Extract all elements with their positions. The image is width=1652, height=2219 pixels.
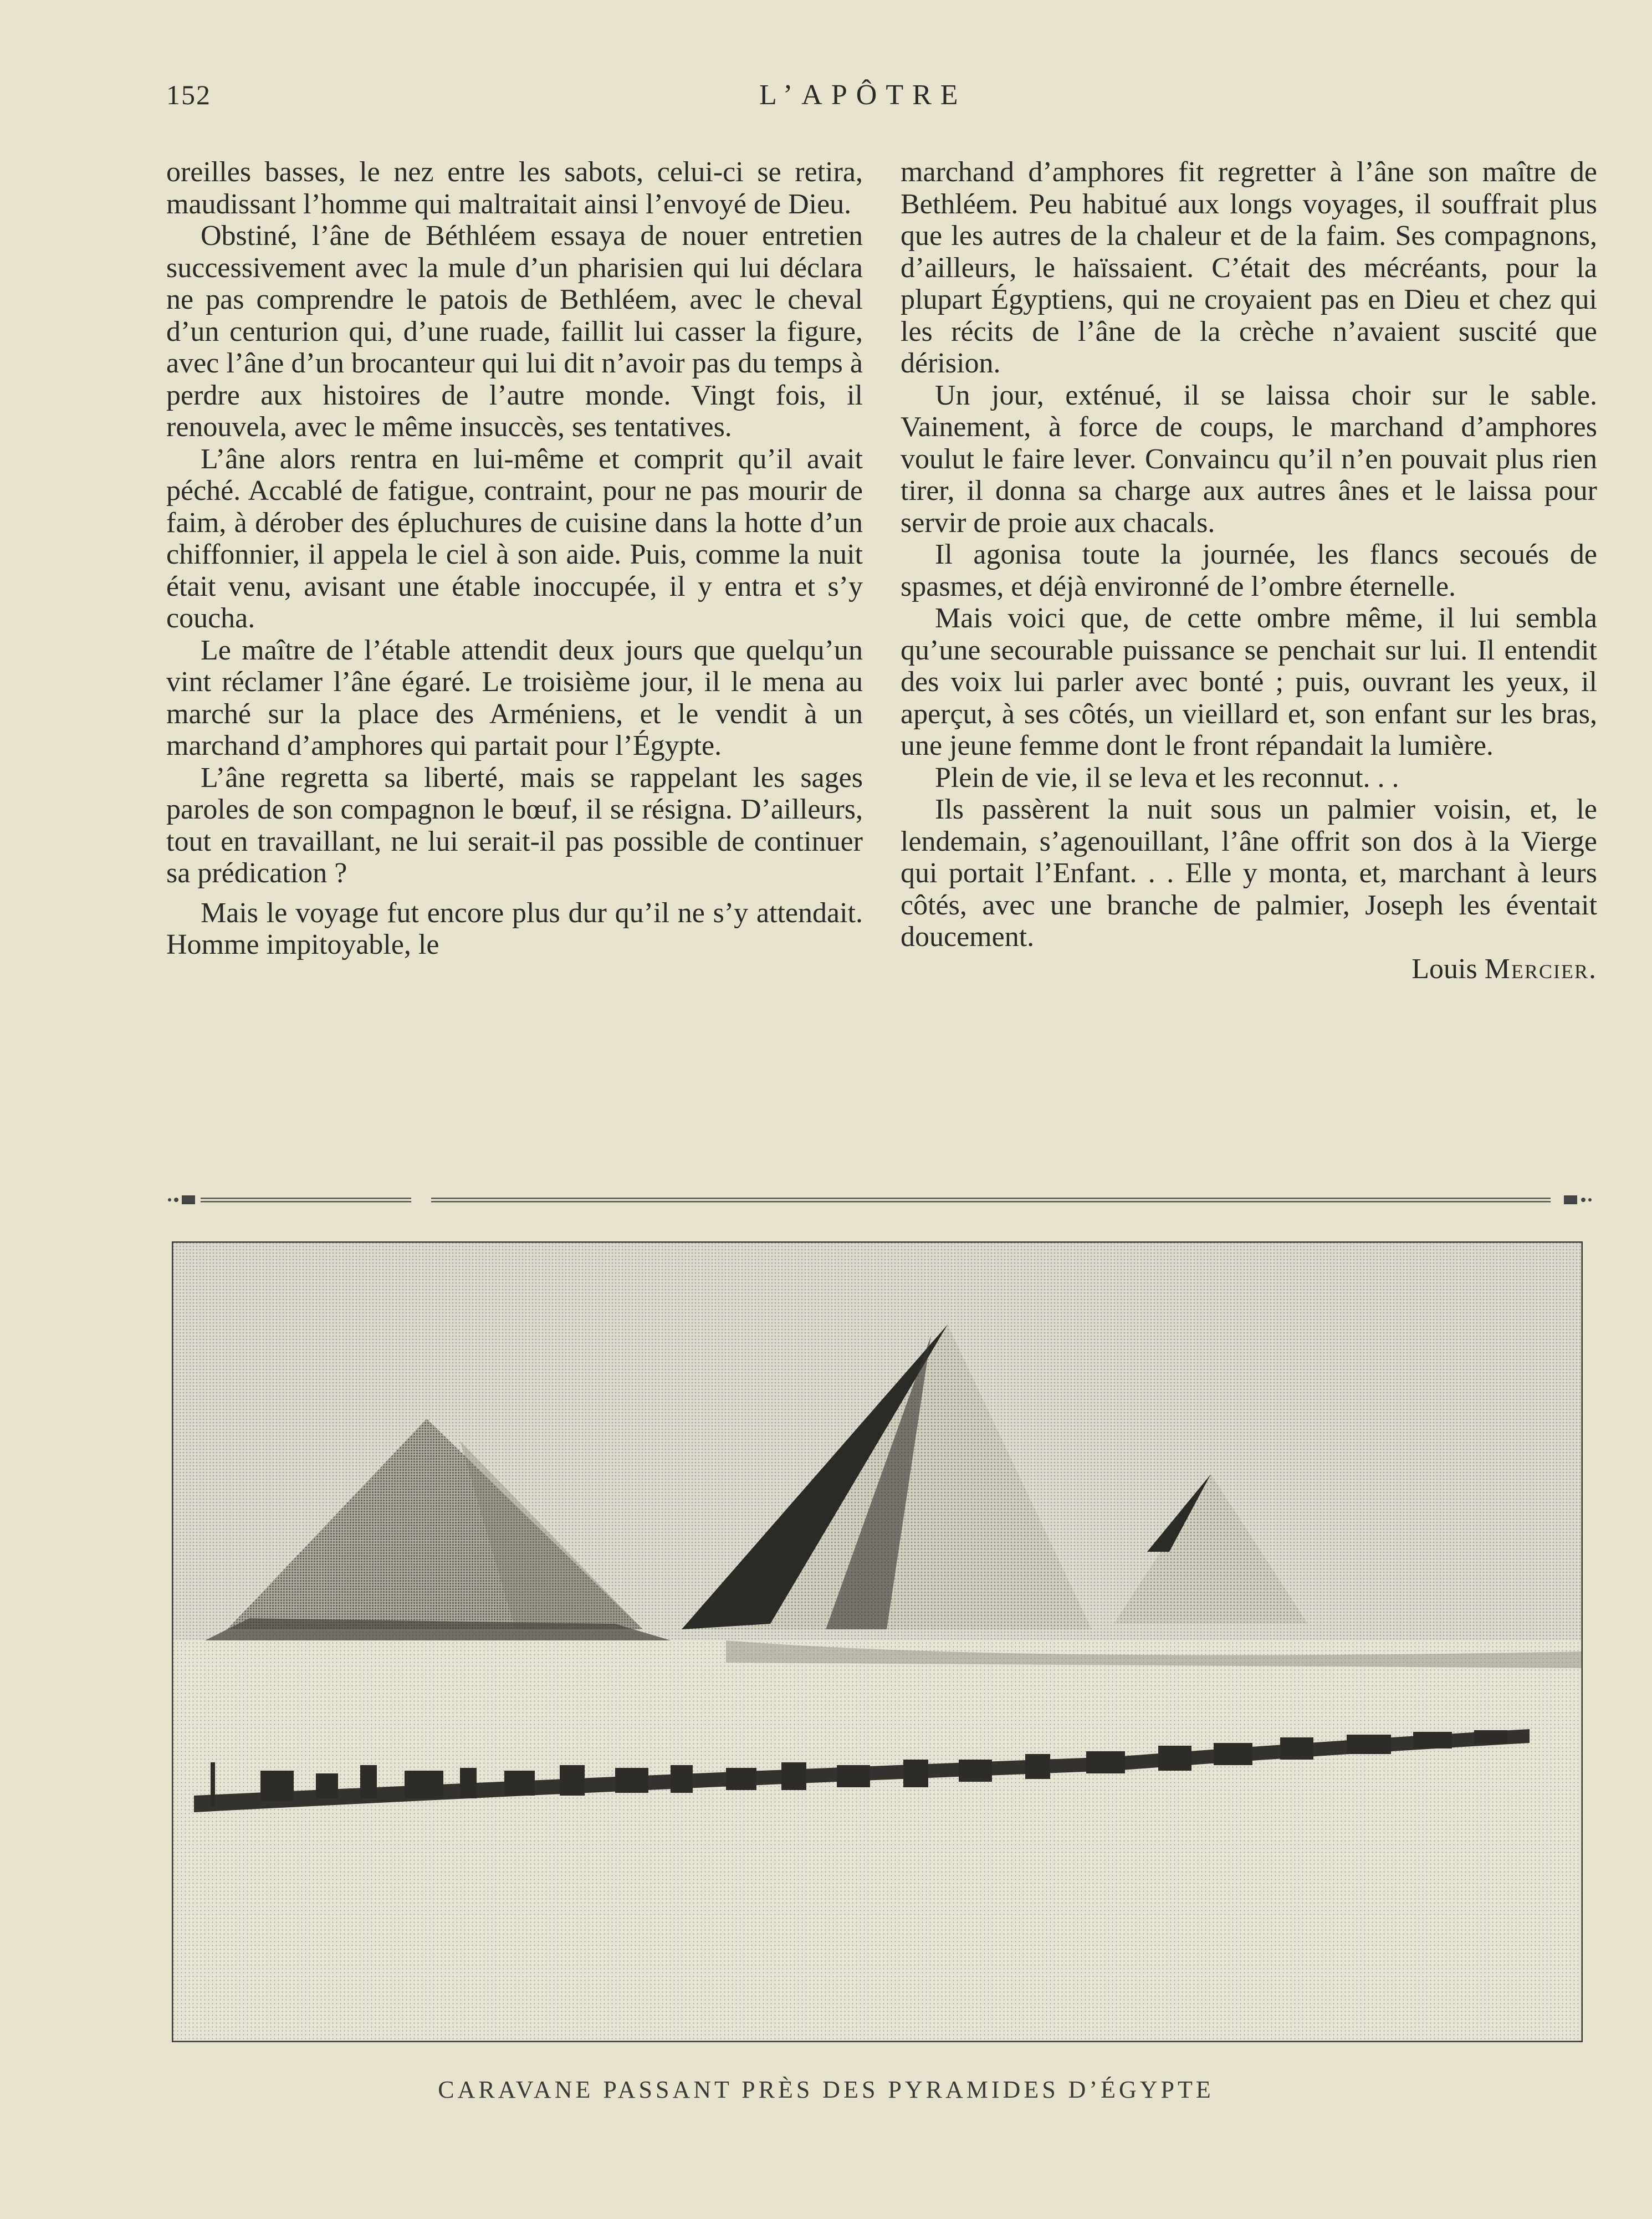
left-column (166, 156, 863, 961)
page-header (166, 79, 1592, 117)
paragraph: Ils passèrent la nuit sous un palmier voisin, et, le lendemain, s’agenouillant, l’âne offrit son dos à la Vierge qui portait l’Enfant. . . Elle y monta, et, marchant à leurs côtés, avec une branche de palmier, Joseph les éventait doucement. (901, 794, 1597, 953)
journal-title: L’APÔTRE (759, 79, 967, 111)
paragraph: Le maître de l’étable attendit deux jours que quelqu’un vint réclamer l’âne égaré. Le troisième jour, il le mena au marché sur la place des Arméniens, et le vendit à un marchand d’amphores qui partait pour l’Égypte. (166, 634, 863, 761)
author-last-name: Mercier. (1484, 953, 1597, 985)
paragraph: L’âne regretta sa liberté, mais se rappelant les sages paroles de son compagnon le bœuf, il se résigna. D’ailleurs, tout en travaillant, ne lui serait-il pas possible de continuer sa prédication ? (166, 761, 863, 889)
paragraph: marchand d’amphores fit regretter à l’âne son maître de Bethléem. Peu habitué aux longs voyages, il souffrait plus que les autres de la chaleur et de la faim. Ses compagnons, d’ailleurs, le haïssaient. C’était des mécréants, pour la plupart Égyptiens, qui ne croyaient pas en Dieu et chez qui les récits de l’âne de la crèche n’avaient suscité que dérision. (901, 156, 1597, 379)
photo-caption: CARAVANE PASSANT PRÈS DES PYRAMIDES D’ÉGYPTE (438, 2076, 1214, 2103)
paragraph: Plein de vie, il se leva et les reconnut. . . (935, 761, 1399, 794)
paragraph: Un jour, exténué, il se laissa choir sur le sable. Vainement, à force de coups, le marchand d’amphores voulut le faire lever. Convaincu qu’il n’en pouvait plus rien tirer, il donna sa charge aux autres ânes et le laissa pour servir de proie aux chacals. (901, 379, 1597, 539)
paragraph: L’âne alors rentra en lui-même et comprit qu’il avait péché. Accablé de fatigue, contraint, pour ne pas mourir de faim, à dérober des épluchures de cuisine dans la hotte d’un chiffonnier, il appela le ciel à son aide. Puis, comme la nuit était venu, avisant une étable inoccupée, il y entra et s’y coucha. (166, 443, 863, 634)
paragraph: Obstiné, l’âne de Béthléem essaya de nouer entretien successivement avec la mule d’un pharisien qui lui déclara ne pas comprendre le patois de Bethléem, avec le cheval d’un centurion qui, d’une ruade, faillit lui casser la figure, avec l’âne d’un brocanteur qui lui dit n’avoir pas du temps à perdre aux histoires de l’autre monde. Vingt fois, il renouvela, avec le même insuccès, ses tentatives. (166, 220, 863, 443)
photograph (172, 1241, 1583, 2042)
author-signature (901, 953, 1597, 985)
paragraph: Mais le voyage fut encore plus dur qu’il ne s’y attendait. Homme impitoyable, le (166, 897, 863, 960)
paragraph: Il agonisa toute la journée, les flancs secoués de spasmes, et déjà environné de l’ombre éternelle. (901, 539, 1597, 602)
page-number: 152 (166, 79, 211, 110)
paragraph: Mais voici que, de cette ombre même, il lui sembla qu’une secourable puissance se penchait sur lui. Il entendit des voix lui parler avec bonté ; puis, ouvrant les yeux, il aperçut, à ses côtés, un vieillard et, son enfant sur les bras, une jeune femme dont le front répandait la lumière. (901, 602, 1597, 761)
author-first-name: Louis (1411, 953, 1477, 985)
right-column (901, 156, 1597, 985)
ornamental-rule (166, 1192, 1593, 1208)
paragraph: oreilles basses, le nez entre les sabots, celui-ci se retira, maudissant l’homme qui maltraitait ainsi l’envoyé de Dieu. (166, 156, 863, 220)
pyramids-caravan-photo (172, 1241, 1583, 2042)
